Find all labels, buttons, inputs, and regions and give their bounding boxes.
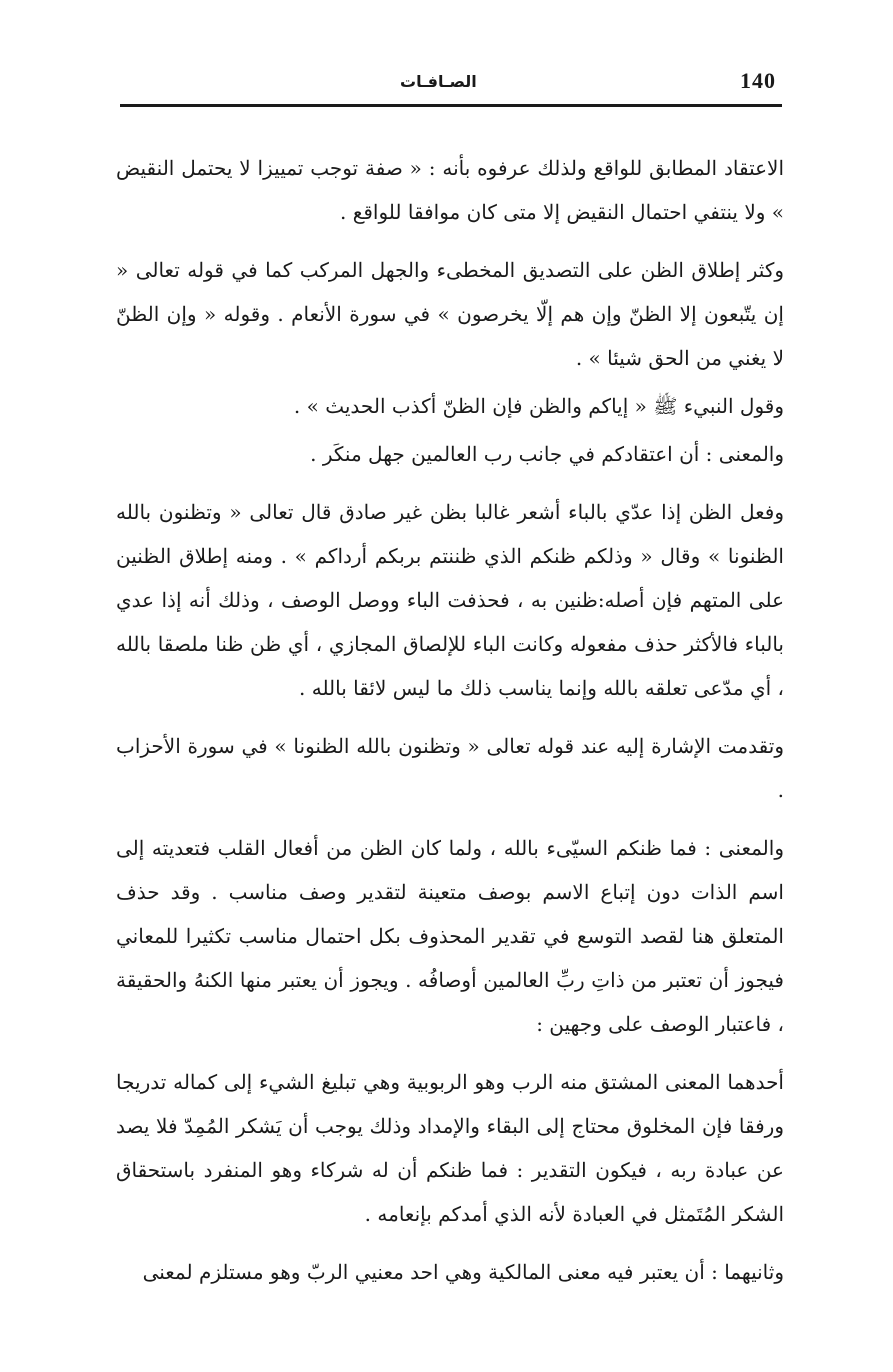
paragraph-9: وثانيهما : أن يعتبر فيه معنى المالكية وهي احد معنيي الربّ وهو مستلزم لمعنى [142, 1260, 784, 1284]
page-number: 140 [740, 68, 776, 93]
paragraph-4: والمعنى : أن اعتقادكم في جانب رب العالمين جهل منكَر . [310, 442, 784, 466]
paragraph-3: وقول النبيء ﷺ « إياكم والظن فإن الظنّ أكذب الحديث » . [293, 394, 784, 418]
paragraph-5: وفعل الظن إذا عدّي بالباء أشعر غالبا بظن غير صادق قال تعالى « وتظنون بالله الظنونا » وقال « وذلكم ظنكم الذي ظننتم بربكم أرداكم » . ومنه إطلاق الظنين على المتهم فإن أصله:ظنين به ، فحذفت الباء ووصل الوصف ، وذلك أنه إذا عدي بالباء فالأكثر حذف مفعوله وكانت الباء للإلصاق المجازي ، أي ظن ظنا ملصقا بالله ، أي مدّعى تعلقه بالله وإنما يناسب ذلك ما ليس لائقا بالله . [116, 500, 784, 700]
paragraph-7: والمعنى : فما ظنكم السيّىء بالله ، ولما كان الظن من أفعال القلب فتعديته إلى اسم الذات دون إتباع الاسم بوصف متعينة لتقدير وصف مناسب . وقد حذف المتعلق هنا لقصد التوسع في تقدير المحذوف بكل احتمال مناسب تكثيرا للمعاني فيجوز أن تعتبر من ذاتِ ربِّ العالمين أوصافُه . ويجوز أن يعتبر منها الكنهُ والحقيقة ، فاعتبار الوصف على وجهين : [116, 836, 784, 1036]
paragraph-6: وتقدمت الإشارة إليه عند قوله تعالى « وتظنون بالله الظنونا » في سورة الأحزاب . [116, 734, 784, 802]
paragraph-2: وكثر إطلاق الظن على التصديق المخطىء والجهل المركب كما في قوله تعالى « إن يتّبعون إلا الظنّ وإن هم إلّا يخرصون » في سورة الأنعام . وقوله « وإن الظنّ لا يغني من الحق شيئا » . [116, 258, 784, 370]
running-title: الصـافـات [400, 72, 477, 91]
page-header [120, 60, 782, 107]
body-text [116, 146, 784, 1294]
paragraph-1: الاعتقاد المطابق للواقع ولذلك عرفوه بأنه : « صفة توجب تمييزا لا يحتمل النقيض » ولا ينتفي احتمال النقيض إلا متى كان موافقا للواقع . [116, 156, 784, 224]
paragraph-8: أحدهما المعنى المشتق منه الرب وهو الربوبية وهي تبليغ الشيء إلى كماله تدريجا ورفقا فإن المخلوق محتاج إلى البقاء والإمداد وذلك يوجب أن يَشكر المُمِدّ فلا يصد عن عبادة ربه ، فيكون التقدير : فما ظنكم أن له شركاء وهو المنفرد باستحقاق الشكر المُتَمثل في العبادة لأنه الذي أمدكم بإنعامه . [116, 1070, 784, 1226]
